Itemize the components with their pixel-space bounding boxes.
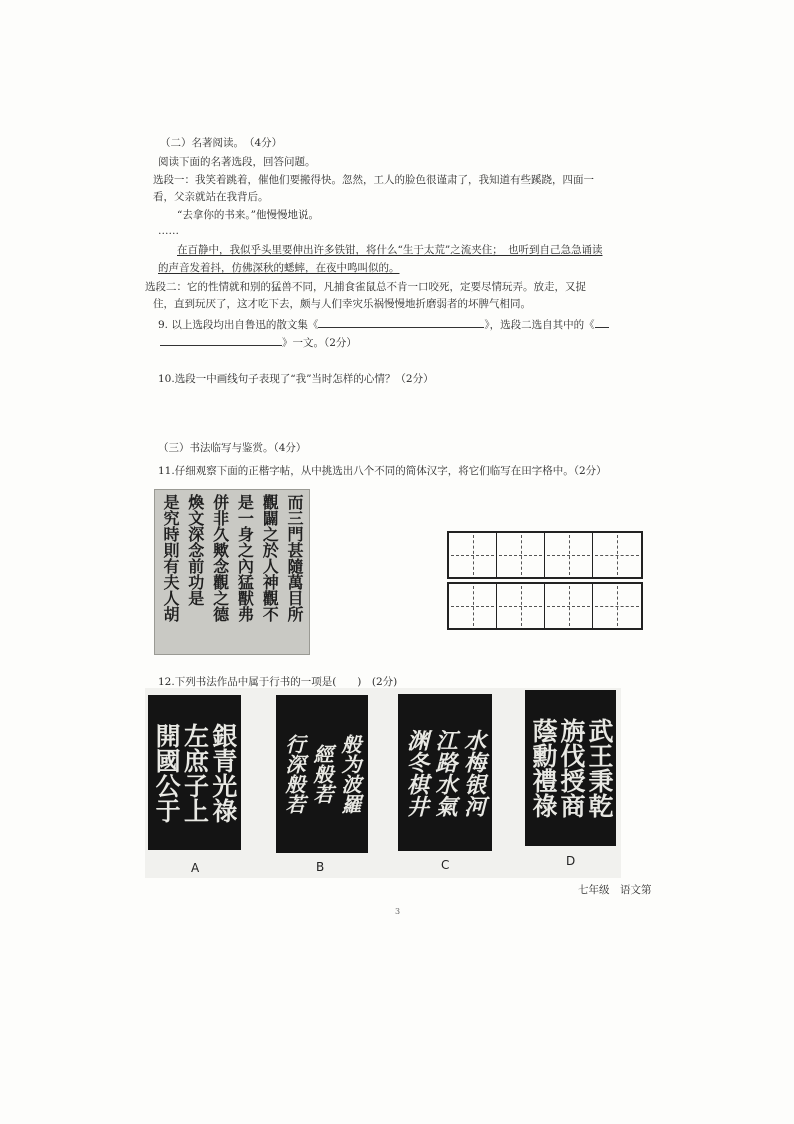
work-column: 水梅银河 <box>460 728 487 817</box>
answer-blank-essay[interactable] <box>595 316 609 328</box>
option-label-b[interactable]: B <box>316 860 325 874</box>
work-column: 武王秉乾 <box>585 718 614 818</box>
option-label-c[interactable]: C <box>441 858 450 872</box>
excerpt2-line: 住，直到玩厌了，这才吃下去，颇与人们幸灾乐祸慢慢地折磨弱者的坏脾气相同。 <box>153 298 531 310</box>
work-column: 行深般若 <box>282 734 306 814</box>
underlined-sentence: 在百静中，我似乎头里要伸出许多铁钳，将什么“生于太荒”之流夹住； 也听到自己急急诵读 <box>177 244 603 256</box>
work-column: 經般若 <box>310 744 334 804</box>
tianzige-cell[interactable] <box>593 584 641 628</box>
work-column: 銀青光祿 <box>208 722 238 823</box>
excerpt1-line: 看，父亲就站在我背后。 <box>153 191 269 203</box>
tianzige-cell[interactable] <box>545 584 593 628</box>
work-column: 江路水氣 <box>431 728 458 817</box>
calligraphy-work-b[interactable] <box>276 695 368 853</box>
calligraphy-work-c[interactable] <box>398 694 492 851</box>
excerpt1-line: “去拿你的书来。”他慢慢地说。 <box>177 209 319 221</box>
page-number: 3 <box>395 907 401 916</box>
work-column: 旃伐授商 <box>557 718 586 818</box>
work-column: 開國公于 <box>152 722 182 823</box>
work-column: 般为波羅 <box>338 734 362 814</box>
tianzige-cell[interactable] <box>497 584 545 628</box>
question-10: 10.选段一中画线句子表现了“我”当时怎样的心情？（2分） <box>158 373 434 385</box>
question-9-text: 9. 以上选段均出自鲁迅的散文集《 <box>158 319 319 331</box>
ellipsis: …… <box>158 225 179 237</box>
excerpt1-line: 选段一：我笑着跳着，催他们要搬得快。忽然，工人的脸色很谨肃了，我知道有些蹊跷，四面一 <box>153 174 594 186</box>
question-9-cont <box>160 334 357 350</box>
answer-blank-essay[interactable] <box>160 334 282 346</box>
question-9 <box>158 316 609 332</box>
copybook-column: 觀闢之於人神觀不 <box>260 494 280 622</box>
copybook-column: 是究時則有夫人胡 <box>161 494 180 622</box>
calligraphy-work-a[interactable] <box>148 695 241 850</box>
calligraphy-work-d[interactable] <box>525 690 616 846</box>
excerpt2-line: 选段二：它的性情就和别的猛兽不同，凡捕食雀鼠总不肯一口咬死，定要尽情玩弄。放走，又捉 <box>145 281 586 293</box>
copybook-column: 併非久歟念觀之德 <box>210 494 230 622</box>
work-column: 左庶子上 <box>180 722 210 823</box>
question-9-text: 》一文。（2分） <box>282 337 357 349</box>
copybook-column: 煥文深念前功是 <box>185 494 205 606</box>
tianzige-cell[interactable] <box>449 584 497 628</box>
tianzige-cell[interactable] <box>497 533 545 577</box>
tianzige-cell[interactable] <box>449 533 497 577</box>
tianzige-row-1 <box>447 531 643 579</box>
work-column: 渊冬棋井 <box>403 728 430 817</box>
question-11: 11.仔细观察下面的正楷字帖，从中挑选出八个不同的简体汉字，将它们临写在田字格中。（2分） <box>158 465 607 477</box>
question-9-text: 》，选段二选自其中的《 <box>484 319 595 331</box>
work-column: 蔭勳禮祿 <box>529 718 558 818</box>
option-label-d[interactable]: D <box>566 854 576 868</box>
section-heading-calligraphy: （三）书法临写与鉴赏。（4分） <box>158 442 307 454</box>
option-label-a[interactable]: A <box>191 861 200 875</box>
section-heading-reading: （二）名著阅读。 （4分） <box>160 137 283 149</box>
tianzige-cell[interactable] <box>545 533 593 577</box>
copybook-column: 是一身之內猛獸弗 <box>235 494 255 622</box>
underlined-sentence: 的声音发着抖，仿佛深秋的蟋蟀，在夜中鸣叫似的。 <box>158 262 400 274</box>
question-12: 12.下列书法作品中属于行书的一项是( ) (2分) <box>158 676 398 688</box>
tianzige-row-2 <box>447 582 643 630</box>
regular-script-copybook <box>154 489 310 655</box>
reading-intro: 阅读下面的名著选段，回答问题。 <box>158 156 316 168</box>
calligraphy-works-panel <box>145 688 621 878</box>
answer-blank-collection[interactable] <box>318 316 484 328</box>
tianzige-cell[interactable] <box>593 533 641 577</box>
footer-grade-subject: 七年级 语文第 <box>578 884 652 896</box>
copybook-column: 而三門甚隨萬目所 <box>284 494 304 622</box>
